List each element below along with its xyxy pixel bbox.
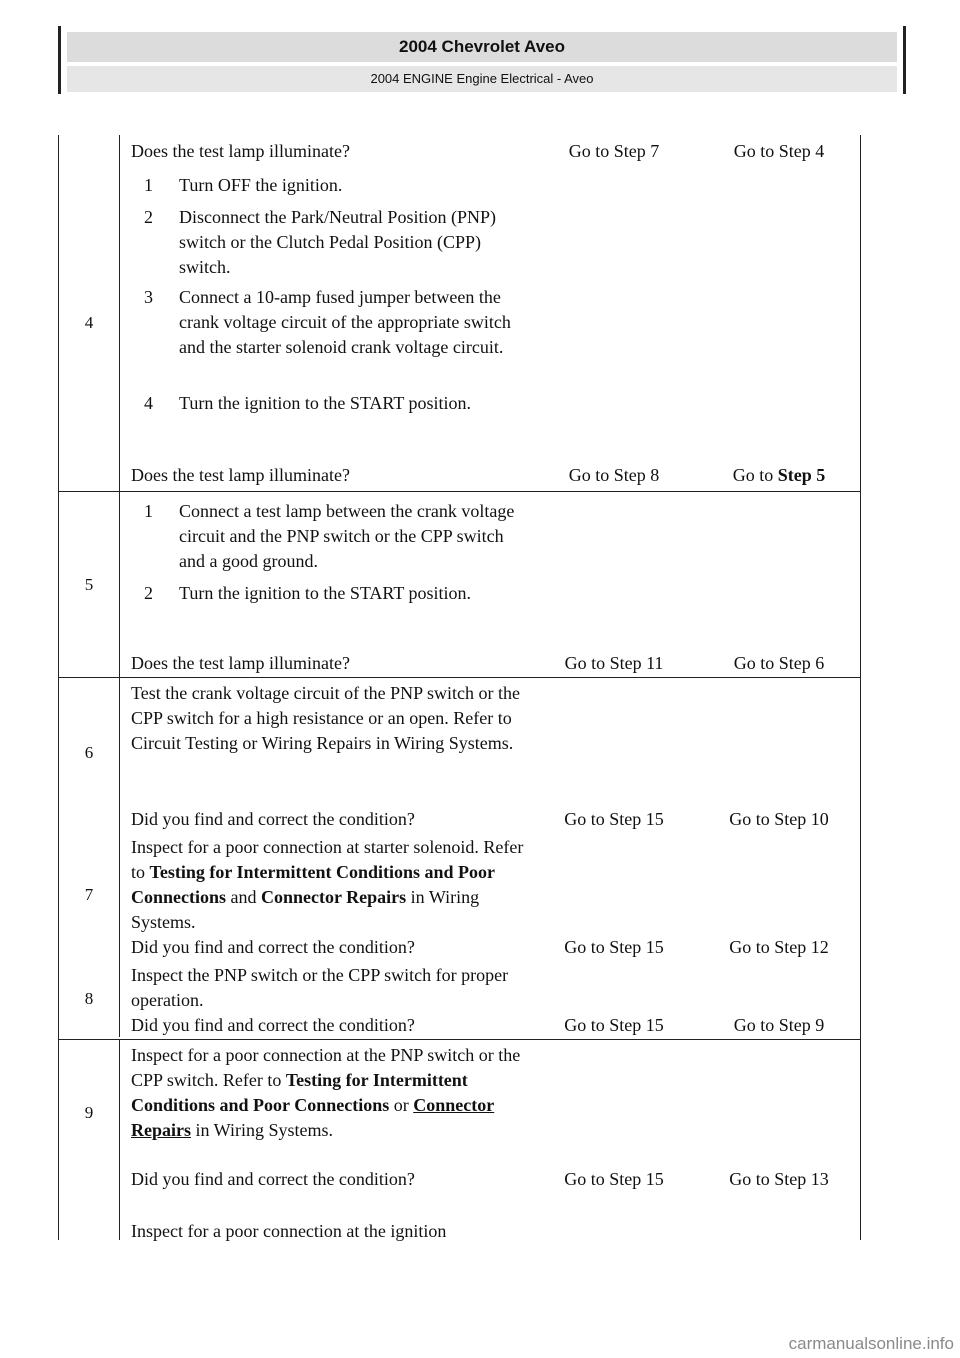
step-3-no: Go to Step 4	[733, 141, 825, 161]
step-5-no: Go to Step 6	[733, 653, 825, 673]
step-6-no: Go to Step 10	[729, 809, 829, 829]
step-4-question: Does the test lamp illuminate?	[131, 465, 350, 485]
step-4-no: Go to Step 5	[732, 465, 826, 485]
step-8-yes: Go to Step 15	[564, 1015, 664, 1035]
step-5-number: 5	[84, 575, 94, 594]
column-divider	[119, 1039, 120, 1240]
header-title: 2004 Chevrolet Aveo	[67, 32, 897, 62]
step-7-text: Inspect for a poor connection at starter solenoid. Refer to Testing for Intermittent Conditions and Poor Connections and Connector Repairs in Wiring Systems.	[131, 837, 524, 932]
step-10-text: Inspect for a poor connection at the ignition	[131, 1221, 447, 1241]
step-7-yes: Go to Step 15	[564, 937, 664, 957]
step-3-question: Does the test lamp illuminate?	[131, 141, 350, 161]
step-6-yes: Go to Step 15	[564, 809, 664, 829]
document-header	[58, 26, 906, 94]
step-9-text: Inspect for a poor connection at the PNP switch or the CPP switch. Refer to Testing for Intermittent Conditions and Poor Connections or Connector Repairs in Wiring Systems.	[131, 1045, 521, 1140]
row-divider	[59, 1039, 860, 1040]
step-9-question: Did you find and correct the condition?	[131, 1169, 415, 1189]
column-divider	[119, 135, 120, 491]
step-6-question: Did you find and correct the condition?	[131, 809, 415, 829]
step-8-number: 8	[84, 989, 94, 1008]
step-9-number: 9	[84, 1103, 94, 1122]
step-9-link-intermittent[interactable]: Testing for Intermittent Conditions and Poor Connections	[131, 1070, 468, 1115]
column-divider	[119, 677, 120, 1037]
step-7-link-intermittent[interactable]: Testing for Intermittent Conditions and Poor Connections	[131, 862, 495, 907]
column-divider	[119, 491, 120, 677]
diagnostic-table: Does the test lamp illuminate? Go to Step 7 Go to Step 4 4 1 Turn OFF the ignition. 2 Disconnect the Park/Neutral Position (PNP) switch or the Clutch Pedal Position (CPP) switch. 3 Connect a 10-amp fused jumper between the crank voltage circuit of the appropriate switch and the starter solenoid crank voltage circuit. 4 Turn the ignition to the START position. Does the test lamp illuminate? Go to Step 8 Go to Step 5 5 1 Connect a test lamp between the crank voltage circuit and the PNP switch or the CPP switch and a good ground. 2 Turn the ignition to the START position. Does the test lamp illuminate? Go to Step 11 Go to Step 6 6 Test the crank voltage circuit of the PNP switch or the CPP switch for a high resistance or an open. Refer to Circuit Testing or Wiring Repairs in Wiring Systems. Did you find and correct the condition? Go to Step 15 Go to Step 10 7 Inspect for a poor connection at starter solenoid. Refer to Testing for Intermittent Conditions and Poor Connections and Connector Repairs in Wiring Systems. Did you find and correct the condition? Go to Step 15 Go to Step 12 8 Inspect the PNP switch or the CPP switch for proper operation. Did you find and correct the condition? Go to Step 15 Go to Step 9 9 Inspect for a poor connection at the PNP switch or the CPP switch. Refer to Testing for Intermittent Conditions and Poor Connections or Connector Repairs in Wiring Systems. Did you find and correct the condition? Go to Step 15 Go to Step 13 Inspect for a poor connection at the ignition	[58, 135, 861, 1240]
header-subtitle: 2004 ENGINE Engine Electrical - Aveo	[67, 66, 897, 92]
step-9-yes: Go to Step 15	[564, 1169, 664, 1189]
step-8-text: Inspect the PNP switch or the CPP switch for proper operation.	[131, 965, 509, 1010]
row-divider	[59, 491, 860, 492]
step-3-yes: Go to Step 7	[568, 141, 660, 161]
step-8-no: Go to Step 9	[733, 1015, 825, 1035]
step-7-no: Go to Step 12	[729, 937, 829, 957]
step-7-number: 7	[84, 885, 94, 904]
step-6-number: 6	[84, 743, 94, 762]
row-divider	[59, 677, 860, 678]
step-5-question: Does the test lamp illuminate?	[131, 653, 350, 673]
step-4-number: 4	[84, 313, 94, 332]
step-7-question: Did you find and correct the condition?	[131, 937, 415, 957]
step-4-yes: Go to Step 8	[568, 465, 660, 485]
step-9-no: Go to Step 13	[729, 1169, 829, 1189]
step-8-question: Did you find and correct the condition?	[131, 1015, 415, 1035]
step-5-yes: Go to Step 11	[564, 653, 664, 673]
watermark: carmanualsonline.info	[788, 1334, 954, 1353]
step-6-text: Test the crank voltage circuit of the PNP switch or the CPP switch for a high resistance or an open. Refer to Circuit Testing or Wiring Repairs in Wiring Systems.	[131, 683, 520, 753]
step-7-link-connector[interactable]: Connector Repairs	[261, 887, 407, 907]
step-9-link-connector[interactable]: Connector Repairs	[131, 1095, 495, 1140]
